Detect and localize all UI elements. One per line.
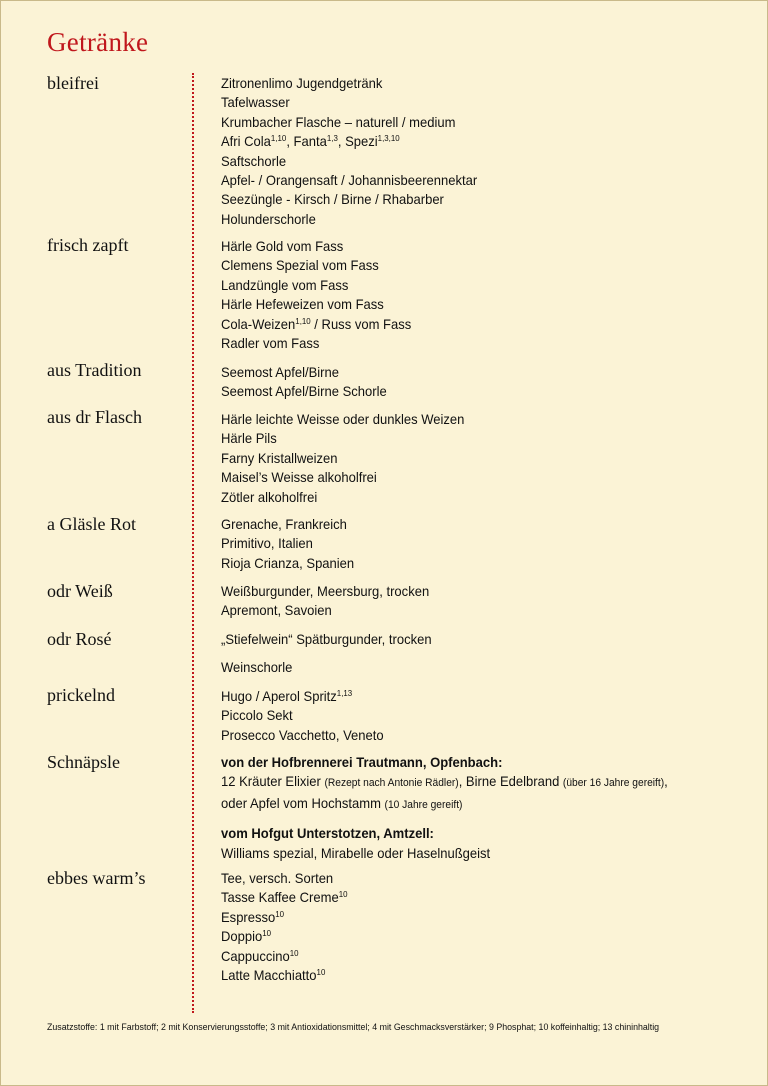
menu-item: Cola-Weizen$^{1,10}$ / Russ vom Fass <box>221 315 412 332</box>
menu-item: Apremont, Savoien <box>221 602 332 619</box>
section-label: aus Tradition <box>47 360 142 380</box>
menu-item: Williams spezial, Mirabelle oder Haselnußgeist <box>221 844 491 861</box>
section-label: odr Weiß <box>47 581 113 601</box>
section-items <box>221 237 426 353</box>
section-items <box>221 363 399 402</box>
menu-item: Zötler alkoholfrei <box>221 488 318 505</box>
section-items <box>221 515 364 573</box>
menu-item: Tasse Kaffee Creme$^{10}$ <box>221 889 348 906</box>
section-label: prickelnd <box>47 685 115 705</box>
menu-item <box>221 815 668 824</box>
section-items <box>221 630 447 678</box>
section-label: a Gläsle Rot <box>47 514 136 534</box>
section-label: frisch zapft <box>47 235 129 255</box>
section-label: aus dr Flasch <box>47 407 142 427</box>
section-items <box>221 687 396 745</box>
menu-item: vom Hofgut Unterstotzen, Amtzell: <box>221 825 434 842</box>
menu-item: Hugo / Aperol Spritz$^{1,13}$ <box>221 688 353 704</box>
menu-item: Krumbacher Flasche – naturell / medium <box>221 113 456 130</box>
menu-item: oder Apfel vom Hochstamm (10 Jahre gereift) <box>221 794 463 811</box>
menu-item: Weißburgunder, Meersburg, trocken <box>221 583 430 599</box>
section-label: bleifrei <box>47 73 99 93</box>
menu-item: Piccolo Sekt <box>221 707 293 724</box>
menu-item: von der Hofbrennerei Trautmann, Opfenbach: <box>221 754 503 770</box>
menu-item <box>221 649 432 658</box>
menu-item: Härle Hefeweizen vom Fass <box>221 296 384 313</box>
menu-item: Espresso$^{10}$ <box>221 908 285 925</box>
menu-item: Tafelwasser <box>221 94 290 111</box>
menu-item: Seezüngle - Kirsch / Birne / Rhabarber <box>221 191 444 208</box>
menu-item: Maisel’s Weisse alkoholfrei <box>221 469 377 486</box>
menu-item: Cappuccino$^{10}$ <box>221 947 299 964</box>
menu-item: Härle Pils <box>221 430 277 447</box>
menu-item: Härle Gold vom Fass <box>221 238 344 254</box>
menu-item: Latte Macchiatto$^{10}$ <box>221 967 326 984</box>
menu-item: Rioja Crianza, Spanien <box>221 554 355 571</box>
section-label: Schnäpsle <box>47 752 120 772</box>
section-label: ebbes warm’s <box>47 868 146 888</box>
menu-item: Prosecco Vacchetto, Veneto <box>221 726 384 743</box>
menu-item: Doppio$^{10}$ <box>221 928 272 945</box>
menu-item: „Stiefelwein“ Spätburgunder, trocken <box>221 631 432 647</box>
menu-item: Saftschorle <box>221 152 287 169</box>
menu-item: Primitivo, Italien <box>221 535 313 552</box>
menu-item: Tee, versch. Sorten <box>221 870 334 886</box>
section-label: odr Rosé <box>47 629 112 649</box>
menu-item: Holunderschorle <box>221 210 316 227</box>
menu-item: 12 Kräuter Elixier (Rezept nach Antonie Rädler), Birne Edelbrand (über 16 Jahre gereift), <box>221 773 668 790</box>
menu-item: Farny Kristallweizen <box>221 449 338 466</box>
menu-item: Seemost Apfel/Birne <box>221 364 339 380</box>
additives-footnote: Zusatzstoffe: 1 mit Farbstoff; 2 mit Konservierungsstoffe; 3 mit Antioxidationsmittel; 4 mit Geschmacksverstärker; 9 Phosphat; 10 koffeinhaltig; 13 chininhaltig <box>47 1022 660 1033</box>
menu-item: Radler vom Fass <box>221 335 320 352</box>
page-title: Getränke <box>47 27 149 57</box>
menu-item: Landzüngle vom Fass <box>221 276 349 293</box>
menu-item: Zitronenlimo Jugendgetränk <box>221 75 383 91</box>
menu-item: Clemens Spezial vom Fass <box>221 257 379 274</box>
section-items <box>221 869 357 985</box>
menu-item: Härle leichte Weisse oder dunkles Weizen <box>221 411 465 427</box>
menu-item: Weinschorle <box>221 659 293 676</box>
dotted-divider <box>192 73 194 1013</box>
section-items <box>221 753 701 863</box>
menu-item: Grenache, Frankreich <box>221 516 347 532</box>
section-items <box>221 582 445 621</box>
menu-item: Afri Cola$^{1,10}$, Fanta$^{1,3}$, Spezi$^{1,3,10}$ <box>221 133 400 150</box>
menu-item: Apfel- / Orangensaft / Johannisbeerennektar <box>221 172 478 189</box>
section-items <box>221 74 497 229</box>
section-items <box>221 410 483 507</box>
menu-item: Seemost Apfel/Birne Schorle <box>221 383 387 400</box>
